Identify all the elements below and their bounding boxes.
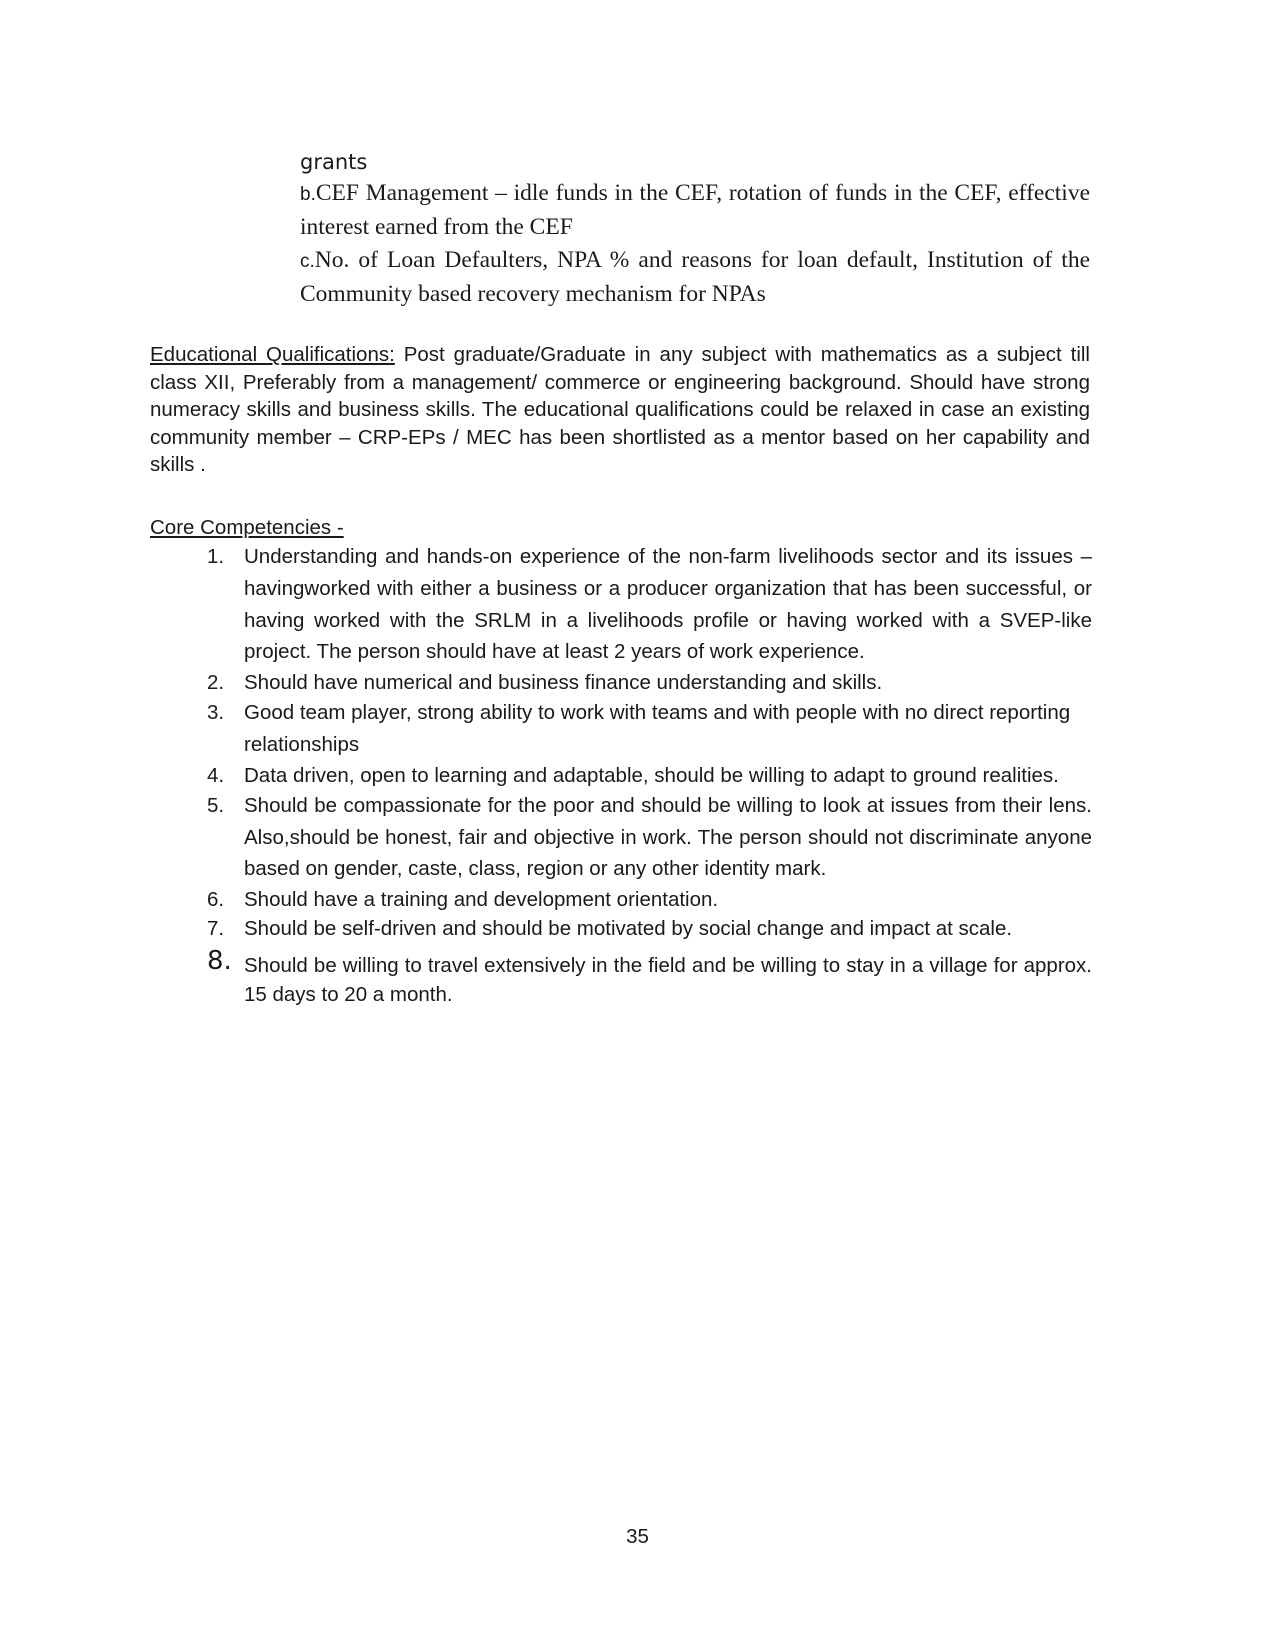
item-number: 1. <box>207 545 225 568</box>
educational-qualifications-paragraph <box>150 341 1090 479</box>
list-marker: b. <box>300 184 316 205</box>
competency-item <box>207 761 1092 790</box>
item-number: 7. <box>207 917 225 941</box>
item-text: Should have a training and development orientation. <box>244 888 719 912</box>
item-text: Understanding and hands-on experience of the non-farm livelihoods sector and its issues – havingworked with either a business or a producer organization that has been successful, or having worked with the SRLM in a livelihoods profile or having worked with a SVEP-like project. The person should have at least 2 years of work experience. <box>244 545 1092 664</box>
item-text: Should be compassionate for the poor and should be willing to look at issues from their lens. Also,should be honest, fair and objective in work. The person should not discriminate anyone based on gender, caste, class, region or any other identity mark. <box>244 793 1092 881</box>
item-number: 3. <box>207 701 225 725</box>
list-item-text: No. of Loan Defaulters, NPA % and reasons for loan default, Institution of the Community based recovery mechanism for NPAs <box>300 247 1090 307</box>
list-item-b <box>300 177 1090 244</box>
item-number: 2. <box>207 671 225 695</box>
competency-item <box>207 541 1092 668</box>
list-marker: c. <box>300 251 315 272</box>
competency-item <box>207 697 1092 761</box>
core-competencies-list <box>207 541 1092 1009</box>
item-text: Should be willing to travel extensively in the field and be willing to stay in a village for approx. 15 days to 20 a month. <box>244 954 1092 1007</box>
item-number: 6. <box>207 888 225 912</box>
competency-item <box>207 914 1092 943</box>
continued-text: grants <box>300 150 368 174</box>
competency-item <box>207 885 1092 914</box>
item-number: 5. <box>207 793 225 817</box>
item-text: Data driven, open to learning and adaptable, should be willing to adapt to ground realities. <box>244 763 1059 787</box>
educational-qualifications-text: Post graduate/Graduate in any subject with mathematics as a subject till class XII, Preferably from a management/ commerce or engineering background. Should have strong numeracy skills and business skills. The educational qualifications could be relaxed in case an existing community member – CRP-EPs / MEC has been shortlisted as a mentor based on her capability and skills . <box>150 343 1090 476</box>
item-text: Should have numerical and business finance understanding and skills. <box>244 671 883 695</box>
item-number: 8. <box>207 946 232 977</box>
continued-list <box>300 144 1090 311</box>
core-competencies-heading: Core Competencies - <box>150 516 344 539</box>
competency-item <box>207 790 1092 885</box>
list-item-c <box>300 244 1090 311</box>
item-number: 4. <box>207 763 225 787</box>
list-item-text: CEF Management – idle funds in the CEF, rotation of funds in the CEF, effective interest earned from the CEF <box>300 180 1090 240</box>
educational-qualifications-label: Educational Qualifications: <box>150 343 395 366</box>
competency-item <box>207 946 1092 1009</box>
item-text: Should be self-driven and should be motivated by social change and impact at scale. <box>244 917 1013 941</box>
competency-item <box>207 668 1092 697</box>
page-number: 35 <box>626 1525 649 1548</box>
item-text: Good team player, strong ability to work with teams and with people with no direct reporting relationships <box>244 701 1071 756</box>
